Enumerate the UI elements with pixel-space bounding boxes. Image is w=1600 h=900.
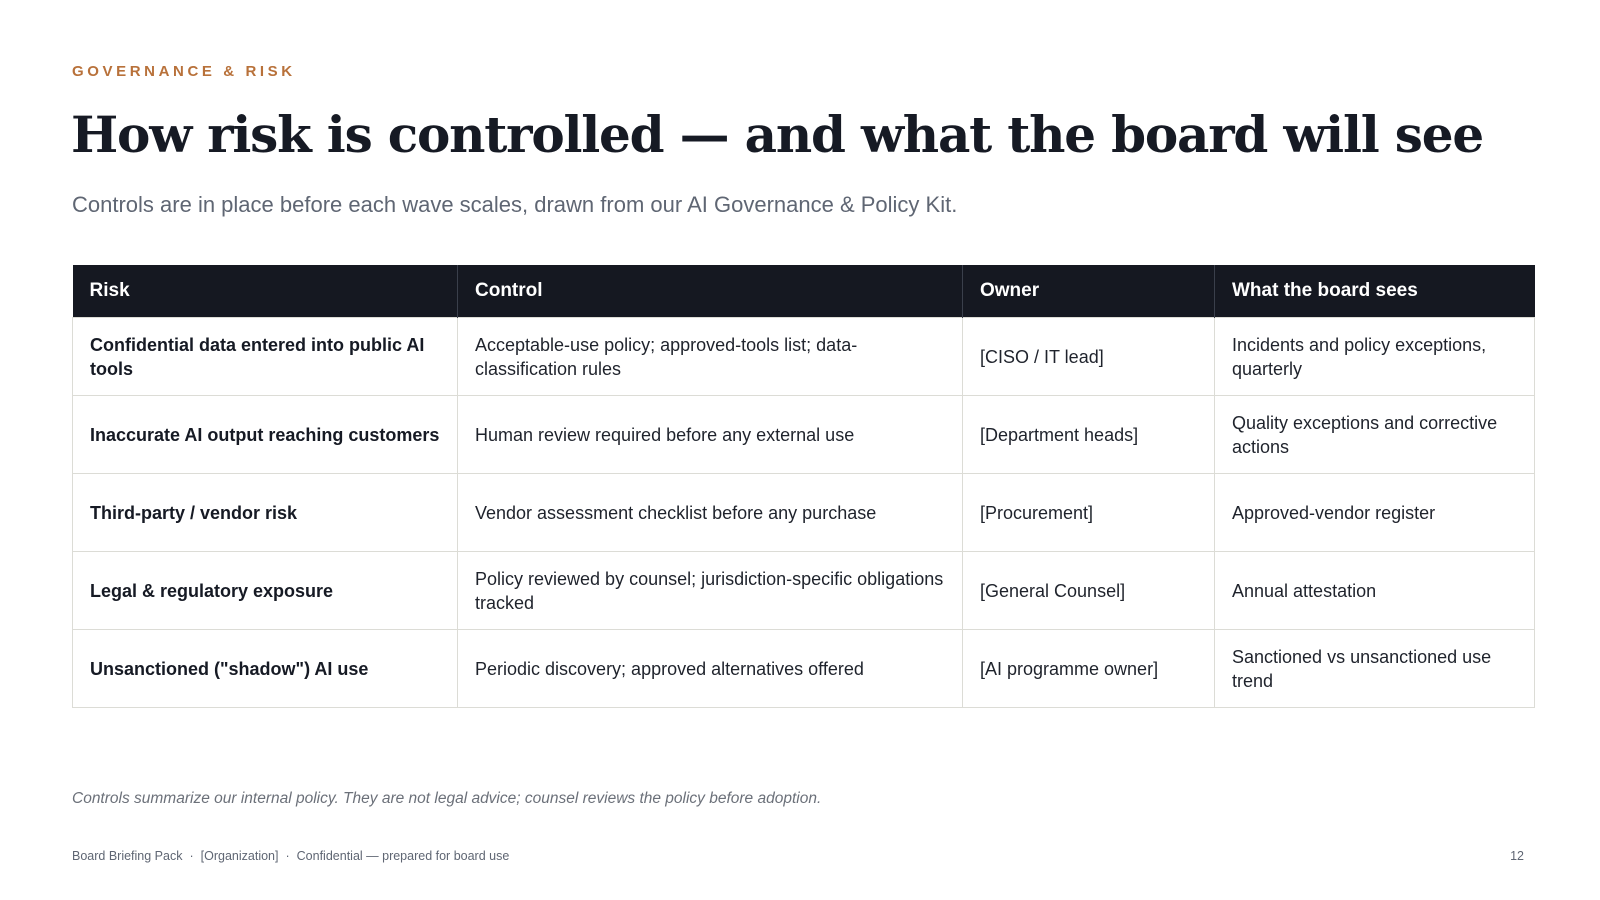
owner-cell: [CISO / IT lead] (963, 318, 1215, 396)
board-sees-cell: Approved-vendor register (1215, 474, 1535, 552)
risk-cell: Third-party / vendor risk (73, 474, 458, 552)
column-header-owner: Owner (963, 265, 1215, 318)
control-cell: Acceptable-use policy; approved-tools list; data-classification rules (458, 318, 963, 396)
column-header-control: Control (458, 265, 963, 318)
risk-cell: Unsanctioned ("shadow") AI use (73, 630, 458, 708)
control-cell: Policy reviewed by counsel; jurisdiction-specific obligations tracked (458, 552, 963, 630)
footer-confidentiality: Confidential — prepared for board use (296, 849, 510, 863)
control-cell: Human review required before any external use (458, 396, 963, 474)
board-sees-cell: Annual attestation (1215, 552, 1535, 630)
board-sees-cell: Incidents and policy exceptions, quarterly (1215, 318, 1535, 396)
footer-separator: · (285, 849, 290, 863)
table-body (73, 318, 1535, 708)
footer-separator: · (189, 849, 194, 863)
control-cell: Vendor assessment checklist before any purchase (458, 474, 963, 552)
risk-cell: Legal & regulatory exposure (73, 552, 458, 630)
table-row (73, 474, 1535, 552)
control-cell: Periodic discovery; approved alternatives offered (458, 630, 963, 708)
page-subtitle: Controls are in place before each wave scales, drawn from our AI Governance & Policy Kit. (72, 192, 958, 217)
table-row (73, 396, 1535, 474)
page-number: 12 (1510, 849, 1524, 863)
table-row (73, 630, 1535, 708)
owner-cell: [General Counsel] (963, 552, 1215, 630)
risk-cell: Inaccurate AI output reaching customers (73, 396, 458, 474)
footer-organization: [Organization] (200, 849, 279, 863)
table-header-row (73, 265, 1535, 318)
column-header-risk: Risk (73, 265, 458, 318)
table-row (73, 552, 1535, 630)
legal-disclaimer: Controls summarize our internal policy. They are not legal advice; counsel reviews the policy before adoption. (72, 790, 822, 807)
footer (72, 849, 509, 863)
risk-cell: Confidential data entered into public AI tools (73, 318, 458, 396)
section-eyebrow: GOVERNANCE & RISK (72, 63, 296, 80)
board-sees-cell: Sanctioned vs unsanctioned use trend (1215, 630, 1535, 708)
footer-document-name: Board Briefing Pack (72, 849, 183, 863)
owner-cell: [Procurement] (963, 474, 1215, 552)
table-header (73, 265, 1535, 318)
owner-cell: [Department heads] (963, 396, 1215, 474)
table-row (73, 318, 1535, 396)
risk-controls-table (72, 265, 1535, 708)
column-header-board-sees: What the board sees (1215, 265, 1535, 318)
page-title: How risk is controlled — and what the board will see (71, 105, 1483, 164)
board-sees-cell: Quality exceptions and corrective actions (1215, 396, 1535, 474)
owner-cell: [AI programme owner] (963, 630, 1215, 708)
